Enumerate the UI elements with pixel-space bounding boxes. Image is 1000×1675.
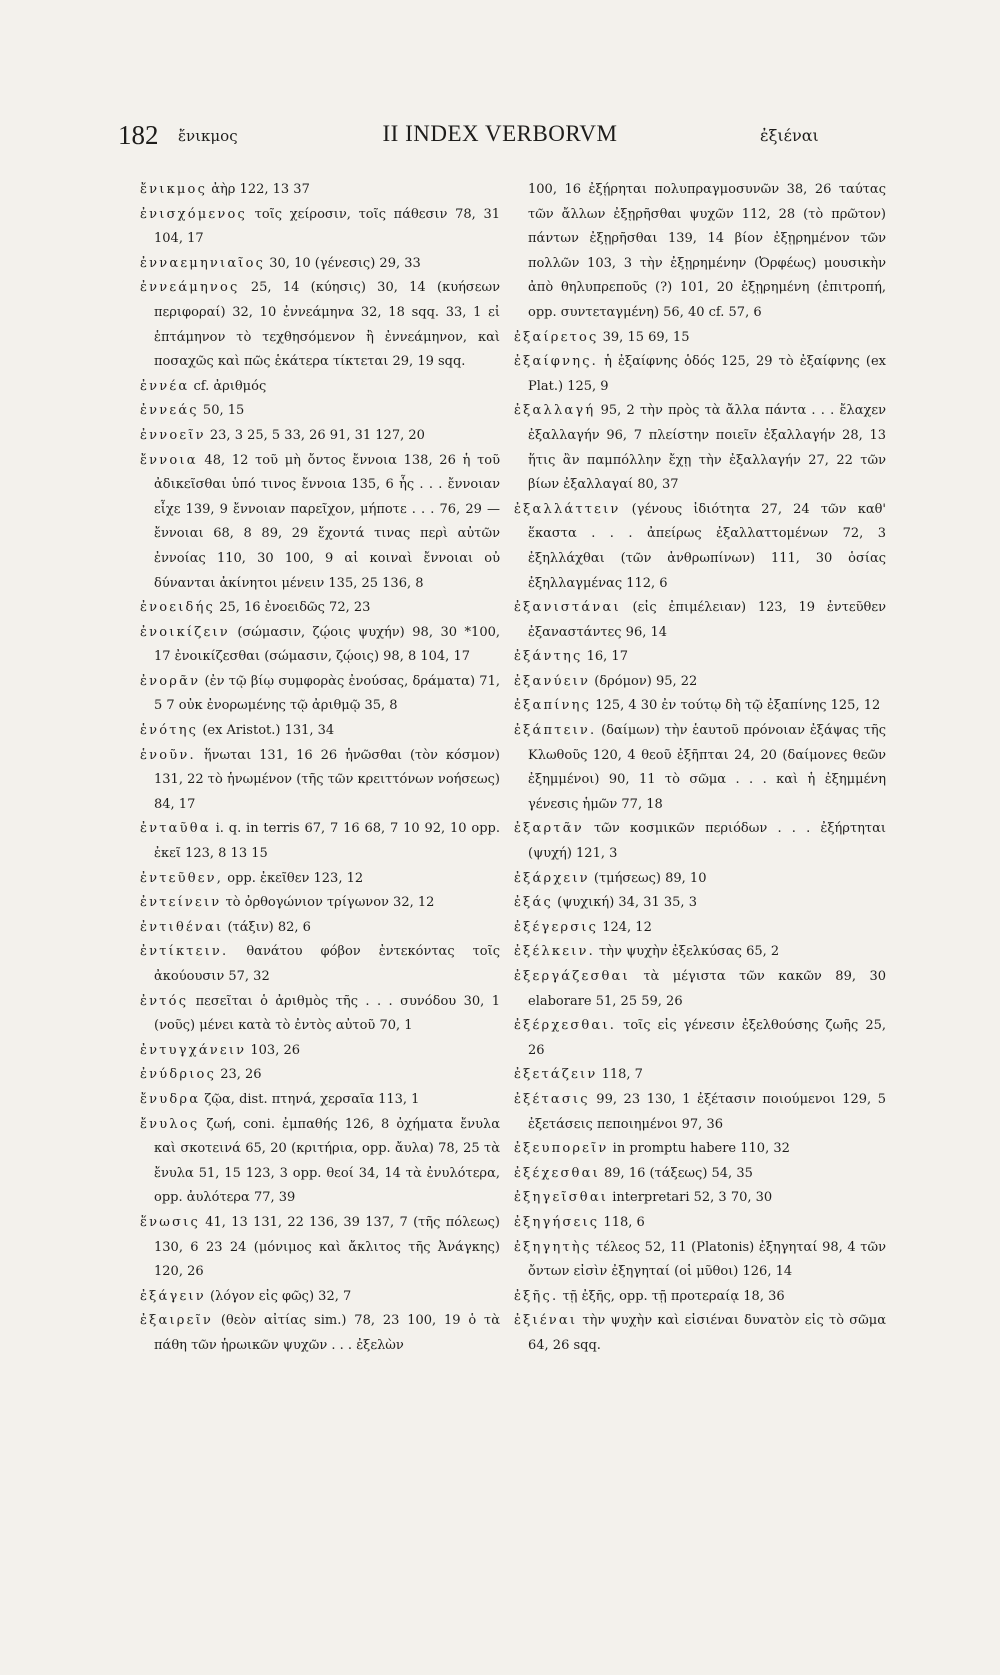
entry-lemma: ἐνοειδής (140, 600, 216, 616)
entry-lemma: ἐξάντης (514, 649, 583, 665)
entry-text: 41, 13 131, 22 136, 39 137, 7 (τῆς πόλεως) 130, 6 23 24 (μόνιμος καὶ ἄκλιτος τῆς Ἀνάγκης) 120, 26 (154, 1214, 500, 1280)
entry-lemma: ἐξάγειν (140, 1288, 206, 1304)
running-head-right: ἐξιέναι (760, 126, 819, 145)
index-entry (514, 1186, 886, 1211)
index-entry (514, 1285, 886, 1310)
entry-text: τοῖς χείροσιν, τοῖς πάθεσιν 78, 31 104, 17 (154, 206, 500, 247)
index-entry (140, 1211, 500, 1285)
entry-text: τὰ μέγιστα τῶν κακῶν 89, 30 elaborare 51, 25 59, 26 (528, 969, 886, 1009)
entry-lemma: ἐντυγχάνειν (140, 1042, 247, 1058)
index-entry (514, 1088, 886, 1137)
entry-lemma: ἕνωσις (140, 1214, 200, 1230)
index-entry (514, 326, 886, 351)
index-entry (514, 1014, 886, 1063)
entry-text: τέλεος 52, 11 (Platonis) ἐξηγηταί 98, 4 τῶν ὄντων εἰσὶν ἐξηγηταί (οἱ μῦθοι) 126, 14 (528, 1239, 886, 1280)
entry-text: 30, 10 (γένεσις) 29, 33 (269, 255, 421, 271)
entry-lemma: ἐξέλκειν. (514, 944, 595, 960)
index-entry (140, 1285, 500, 1310)
entry-text: interpretari 52, 3 70, 30 (612, 1190, 773, 1206)
entry-lemma: ἐξηγεῖσθαι (514, 1190, 609, 1206)
entry-text: (εἰς ἐπιμέλειαν) 123, 19 ἐντεῦθεν ἐξαναστάντες 96, 14 (528, 600, 887, 640)
index-entry (514, 645, 886, 670)
index-entry (140, 375, 500, 400)
index-entry (140, 891, 500, 916)
running-head-left: ἔνικμος (178, 127, 238, 145)
index-entry (514, 670, 886, 695)
entry-lemma: ἐξετάζειν (514, 1067, 598, 1083)
entry-lemma: ἐντεῦθεν, (140, 870, 224, 886)
index-entry (514, 498, 886, 596)
entry-lemma: ἔννοια (140, 452, 198, 468)
page-header (0, 118, 1000, 158)
entry-lemma: ἐννεάμηνος (140, 280, 240, 296)
entry-lemma: ἐξανύειν (514, 673, 591, 689)
entry-lemma: ἐννοεῖν (140, 427, 206, 443)
entry-text: cf. ἀριθμός (193, 378, 267, 394)
entry-text: 99, 23 130, 1 ἐξέτασιν ποιούμενοι 129, 5 ἐξετάσεις πεποιημένοι 97, 36 (528, 1091, 886, 1132)
index-entry (514, 694, 886, 719)
index-entry (514, 1309, 886, 1358)
entry-text: τὴν ψυχὴν ἐξελκύσας 65, 2 (599, 944, 780, 960)
index-entry (140, 990, 500, 1039)
index-entry (514, 940, 886, 965)
entry-lemma: ἐντιθέναι (140, 919, 224, 935)
entry-text: (τάξιν) 82, 6 (227, 919, 311, 935)
index-entry (140, 203, 500, 252)
entry-lemma: ἔνικμος (140, 182, 208, 197)
entry-text: 118, 6 (603, 1214, 645, 1230)
index-entry (140, 178, 500, 203)
entry-lemma: ἑνότης (140, 723, 199, 739)
entry-lemma: ἑνοῦν. (140, 747, 196, 763)
entry-text: (ἐν τῷ βίῳ συμφορὰς ἐνούσας, δράματα) 71, 5 7 οὐκ ἐνορωμένης τῷ ἀριθμῷ 35, 8 (154, 673, 500, 714)
right-column (514, 178, 886, 1359)
entry-lemma: ἐνορᾶν (140, 673, 201, 689)
entry-lemma: ἐνισχόμενος (140, 206, 247, 222)
running-title: II INDEX VERBORVM (382, 121, 618, 146)
index-entry (140, 744, 500, 818)
index-entry (514, 965, 886, 1014)
index-entry (140, 399, 500, 424)
entry-lemma: ἐξαίρετος (514, 329, 599, 345)
index-entry (140, 1039, 500, 1064)
entry-text: τὸ ὀρθογώνιον τρίγωνον 32, 12 (225, 895, 435, 911)
entry-text: i. q. in terris 67, 7 16 68, 7 10 92, 10 opp. ἐκεῖ 123, 8 13 15 (154, 821, 500, 862)
entry-text: ἡ ἐξαίφνης ὁδός 125, 29 τὸ ἐξαίφνης (ex Plat.) 125, 9 (528, 354, 886, 394)
entry-text: 124, 12 (602, 919, 652, 935)
index-entry (140, 276, 500, 374)
entry-text: 95, 2 τὴν πρὸς τὰ ἄλλα πάντα . . . ἔλαχεν ἐξαλλαγήν 96, 7 πλείστην ποιεῖν ἐξαλλαγήν 28, 13 ἥτις ἂν παμπόλλην ἔχῃ τὴν ἐξαλλαγήν 27, 22 τῶν βίων ἐξαλλαγαί 80, 37 (528, 403, 886, 493)
entry-text: τοῖς εἰς γένεσιν ἐξελθούσης ζωῆς 25, 26 (528, 1018, 886, 1058)
entry-lemma: ἐξαλλαγή (514, 403, 596, 419)
index-entry (140, 596, 500, 621)
entry-lemma: ἐννέα (140, 378, 190, 394)
entry-text: (τμήσεως) 89, 10 (593, 870, 707, 886)
entry-text: (γένους ἰδιότητα 27, 24 τῶν καθ' ἕκαστα . . . ἀπείρως ἐξαλλαττομένων 72, 3 ἐξηλλάχθαι (τῶν ἀνθρωπίνων) 111, 30 ὁσίας ἐξηλλαγμένας 112, 6 (528, 501, 886, 591)
index-entry (140, 1088, 500, 1113)
entry-text: 125, 4 30 ἐν τούτῳ δὴ τῷ ἐξαπίνης 125, 12 (595, 698, 881, 714)
entry-lemma: ἐξέχεσθαι (514, 1165, 600, 1181)
entry-text: 100, 16 ἐξῄρηται πολυπραγμοσυνῶν 38, 26 ταύτας τῶν ἄλλων ἐξῃρῆσθαι ψυχῶν 112, 28 (τὸ πρῶτον) πάντων ἐξῃρῆσθαι 139, 14 βίον ἐξῃρημένον τῶν πολλῶν 103, 3 τὴν ἐξῃρημένην (Ὀρφέως) μουσικὴν ἀπὸ θηλυπρεποῦς (?) 101, 20 ἐξῃρημένη (ἐπιτροπή, opp. συντεταγμένη) 56, 40 cf. 57, 6 (528, 182, 886, 320)
index-entry (140, 424, 500, 449)
entry-text: ἥνωται 131, 16 26 ἡνῶσθαι (τὸν κόσμον) 131, 22 τὸ ἡνωμένον (τῆς τῶν κρειττόνων νοήσεως) 84, 17 (154, 747, 500, 812)
entry-text: τῶν κοσμικῶν περιόδων . . . ἐξήρτηται (ψυχή) 121, 3 (528, 821, 886, 862)
entry-lemma: ἐξέγερσις (514, 919, 599, 935)
entry-lemma: ἐξάρχειν (514, 870, 590, 886)
entry-text: ζῷα, dist. πτηνά, χερσαῖα 113, 1 (204, 1091, 420, 1107)
index-entry (140, 1113, 500, 1211)
entry-text: opp. ἐκεῖθεν 123, 12 (227, 870, 364, 886)
index-entry (140, 719, 500, 744)
entry-text: (δαίμων) τὴν ἑαυτοῦ πρόνοιαν ἐξάψας τῆς Κλωθοῦς 120, 4 θεοῦ ἐξῆπται 24, 20 (δαίμονες θεῶν ἐξημμένοι) 90, 11 τὸ σῶμα . . . καὶ ἡ ἐξημμένη γένεσις ἡμῶν 77, 18 (528, 723, 886, 812)
entry-lemma: ἐξαιρεῖν (140, 1313, 213, 1329)
index-entry (140, 449, 500, 597)
entry-text: 89, 16 (τάξεως) 54, 35 (604, 1165, 753, 1181)
index-entry (514, 817, 886, 866)
entry-lemma: ἔνυλος (140, 1116, 200, 1132)
entry-text: πεσεῖται ὁ ἀριθμὸς τῆς . . . συνόδου 30, 1 (νοῦς) μένει κατὰ τὸ ἐντὸς αὐτοῦ 70, 1 (154, 993, 500, 1034)
entry-text: (σώμασιν, ζῴοις ψυχήν) 98, 30 *100, 17 ἐνοικίζεσθαι (σώμασιν, ζῴοις) 98, 8 104, 17 (154, 624, 500, 665)
entry-text: 50, 15 (202, 403, 245, 419)
index-entry (140, 670, 500, 719)
index-entry (514, 399, 886, 497)
index-entry (514, 350, 886, 399)
entry-lemma: ἐνύδριος (140, 1067, 217, 1083)
entry-text: 23, 26 (220, 1067, 262, 1083)
index-entry (140, 621, 500, 670)
entry-text: τῇ ἐξῆς, opp. τῇ προτεραίᾳ 18, 36 (562, 1288, 785, 1304)
entry-lemma: ἐντός (140, 993, 189, 1009)
entry-lemma: ἐξαπίνης (514, 698, 592, 714)
entry-lemma: ἐντείνειν (140, 895, 222, 911)
index-entry (514, 867, 886, 892)
index-entry (514, 916, 886, 941)
index-entry (514, 891, 886, 916)
index-entry (140, 940, 500, 989)
entry-text: ζωή, coni. ἐμπαθής 126, 8 ὀχήματα ἔνυλα καὶ σκοτεινά 65, 20 (κριτήρια, opp. ἄυλα) 78, 25 τὰ ἔνυλα 51, 15 123, 3 opp. θεοί 34, 14 τὰ ἐνυλότερα, opp. ἀυλότερα 77, 39 (154, 1116, 500, 1206)
entry-text: 25, 16 ἐνοειδῶς 72, 23 (219, 600, 371, 616)
index-entry (140, 867, 500, 892)
entry-lemma: ἐξηγήσεις (514, 1214, 600, 1230)
entry-lemma: ἐξεργάζεσθαι (514, 969, 630, 984)
index-entry (514, 1236, 886, 1285)
entry-lemma: ἐξιέναι (514, 1313, 578, 1329)
index-entry (514, 1211, 886, 1236)
entry-text: 39, 15 69, 15 (602, 329, 690, 345)
entry-text: 16, 17 (586, 649, 628, 665)
entry-text: 25, 14 (κύησις) 30, 14 (κυήσεων περιφοραί) 32, 10 ἐννεάμηνα 32, 18 sqq. 33, 1 εἰ ἑπτάμηνον τὸ τεχθησόμενον ἢ ἐννεάμηνον, καὶ ποσαχῶς καὶ πῶς ἑκάτερα τίκτεται 29, 19 sqq. (154, 280, 500, 370)
entry-text: (δρόμον) 95, 22 (594, 673, 698, 689)
index-entry (514, 1137, 886, 1162)
page-number: 182 (118, 120, 159, 150)
entry-lemma: ἐξαλλάττειν (514, 501, 621, 517)
index-entry (514, 596, 886, 645)
entry-lemma: ἐξάπτειν. (514, 723, 597, 739)
index-entry (140, 252, 500, 277)
entry-text: (λόγον εἰς φῶς) 32, 7 (209, 1288, 352, 1304)
index-entry (140, 1309, 500, 1358)
entry-text: 103, 26 (250, 1042, 301, 1058)
entry-lemma: ἐξαρτᾶν (514, 821, 584, 837)
entry-lemma: ἐξάς (514, 895, 553, 911)
entry-lemma: ἐξανιστάναι (514, 600, 621, 616)
entry-lemma: ἐξέρχεσθαι. (514, 1018, 617, 1034)
entry-lemma: ἐξαίφνης. (514, 354, 599, 370)
entry-lemma: ἐνναεμηνιαῖος (140, 255, 266, 271)
index-entry (514, 1063, 886, 1088)
entry-text: (ex Aristot.) 131, 34 (202, 723, 335, 739)
index-entry (514, 178, 886, 326)
entry-lemma: ἐξῆς. (514, 1288, 559, 1304)
entry-lemma: ἐξευπορεῖν (514, 1141, 609, 1157)
entry-lemma: ἐνοικίζειν (140, 624, 230, 640)
entry-lemma: ἐξηγητὴς (514, 1239, 592, 1255)
entry-text: 23, 3 25, 5 33, 26 91, 31 127, 20 (209, 427, 425, 443)
entry-text: (ψυχική) 34, 31 35, 3 (557, 895, 697, 911)
left-column (140, 178, 500, 1359)
entry-text: 118, 7 (601, 1067, 643, 1083)
entry-text: in promptu habere 110, 32 (612, 1141, 790, 1157)
entry-text: 48, 12 τοῦ μὴ ὄντος ἔννοια 138, 26 ἡ τοῦ ἀδικεῖσθαι ὑπό τινος ἔννοια 135, 6 ἧς . . . ἔννοιαν εἶχε 139, 9 ἔννοιαν παρεῖχον, μήποτε . . . 76, 29 — ἔννοιαι 68, 8 89, 29 ἔχοντά τινας περὶ αὐτῶν ἐννοίας 110, 30 100, 9 αἱ κοιναὶ ἔννοιαι οὐ δύνανται ἀκίνητοι μένειν 135, 25 136, 8 (154, 452, 500, 591)
entry-text: (θεὸν αἰτίας sim.) 78, 23 100, 19 ὁ τὰ πάθη τῶν ἡρωικῶν ψυχῶν . . . ἐξελὼν (154, 1313, 500, 1353)
entry-lemma: ἐντίκτειν. (140, 944, 229, 960)
index-entry (140, 1063, 500, 1088)
index-entry (514, 719, 886, 817)
entry-text: θανάτου φόβον ἐντεκόντας τοῖς ἀκούουσιν 57, 32 (154, 944, 500, 984)
index-entry (514, 1162, 886, 1187)
entry-lemma: ἐνταῦθα (140, 821, 211, 837)
entry-text: τὴν ψυχὴν καὶ εἰσιέναι δυνατὸν εἰς τὸ σῶμα 64, 26 sqq. (528, 1313, 886, 1353)
index-entry (140, 916, 500, 941)
index-entry (140, 817, 500, 866)
entry-text: ἀὴρ 122, 13 37 (211, 182, 310, 197)
entry-lemma: ἐξέτασις (514, 1091, 590, 1107)
entry-lemma: ἐννεάς (140, 403, 199, 419)
entry-lemma: ἔνυδρα (140, 1091, 201, 1107)
